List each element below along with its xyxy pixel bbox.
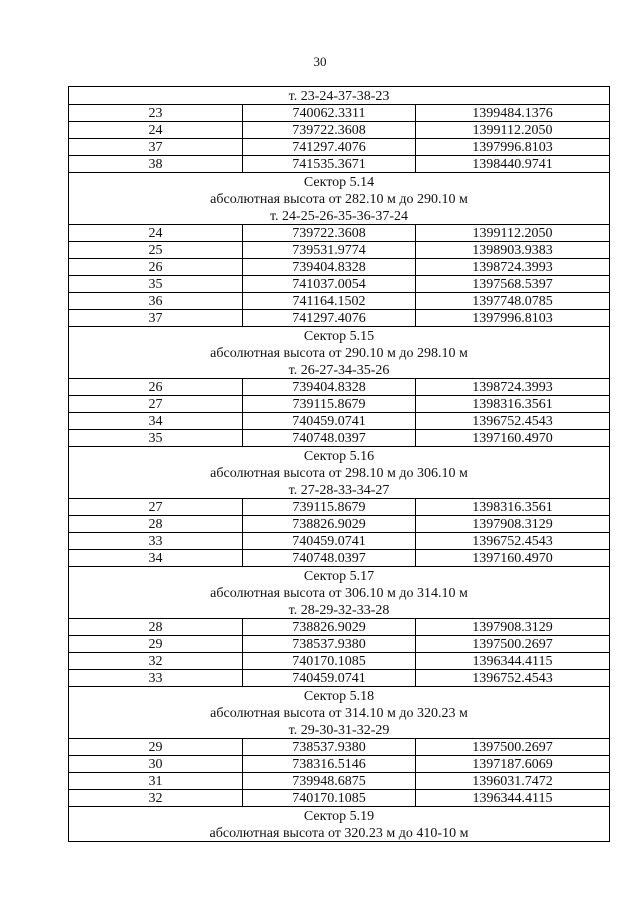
- x-coordinate-cell: 741535.3671: [243, 156, 416, 173]
- table-row: [69, 550, 610, 567]
- table-row: [69, 105, 610, 122]
- y-coordinate-cell: 1397996.8103: [416, 310, 610, 327]
- point-number-cell: 35: [69, 276, 243, 293]
- sector-header-line: абсолютная высота от 290.10 м до 298.10 м: [69, 344, 610, 361]
- point-number-cell: 24: [69, 122, 243, 139]
- sector-header-row: [69, 173, 610, 191]
- y-coordinate-cell: 1397748.0785: [416, 293, 610, 310]
- point-number-cell: 29: [69, 636, 243, 653]
- table-row: [69, 619, 610, 636]
- y-coordinate-cell: 1399484.1376: [416, 105, 610, 122]
- y-coordinate-cell: 1396752.4543: [416, 670, 610, 687]
- point-number-cell: 28: [69, 619, 243, 636]
- sector-header-row: [69, 87, 610, 105]
- x-coordinate-cell: 740459.0741: [243, 533, 416, 550]
- x-coordinate-cell: 739404.8328: [243, 379, 416, 396]
- x-coordinate-cell: 738316.5146: [243, 756, 416, 773]
- x-coordinate-cell: 740062.3311: [243, 105, 416, 122]
- point-number-cell: 32: [69, 790, 243, 807]
- x-coordinate-cell: 740459.0741: [243, 413, 416, 430]
- sector-header-row: [69, 824, 610, 842]
- table-row: [69, 499, 610, 516]
- table-row: [69, 790, 610, 807]
- x-coordinate-cell: 738826.9029: [243, 516, 416, 533]
- table-row: [69, 122, 610, 139]
- sector-header-line: Сектор 5.17: [69, 567, 610, 585]
- y-coordinate-cell: 1397568.5397: [416, 276, 610, 293]
- sector-header-line: абсолютная высота от 298.10 м до 306.10 м: [69, 464, 610, 481]
- sector-header-line: т. 24-25-26-35-36-37-24: [69, 207, 610, 225]
- x-coordinate-cell: 741297.4076: [243, 139, 416, 156]
- table-row: [69, 379, 610, 396]
- sector-header-row: [69, 704, 610, 721]
- sector-header-row: [69, 447, 610, 465]
- table-row: [69, 156, 610, 173]
- sector-header-row: [69, 481, 610, 499]
- point-number-cell: 34: [69, 413, 243, 430]
- table-row: [69, 259, 610, 276]
- x-coordinate-cell: 741164.1502: [243, 293, 416, 310]
- point-number-cell: 35: [69, 430, 243, 447]
- point-number-cell: 28: [69, 516, 243, 533]
- x-coordinate-cell: 739531.9774: [243, 242, 416, 259]
- point-number-cell: 29: [69, 739, 243, 756]
- table-row: [69, 739, 610, 756]
- table-row: [69, 276, 610, 293]
- sector-header-row: [69, 190, 610, 207]
- point-number-cell: 23: [69, 105, 243, 122]
- x-coordinate-cell: 741037.0054: [243, 276, 416, 293]
- sector-header-row: [69, 327, 610, 345]
- x-coordinate-cell: 738537.9380: [243, 636, 416, 653]
- sector-header-row: [69, 687, 610, 705]
- y-coordinate-cell: 1398440.9741: [416, 156, 610, 173]
- sector-header-line: абсолютная высота от 282.10 м до 290.10 м: [69, 190, 610, 207]
- sector-header-row: [69, 567, 610, 585]
- sector-header-line: Сектор 5.14: [69, 173, 610, 191]
- y-coordinate-cell: 1396344.4115: [416, 790, 610, 807]
- x-coordinate-cell: 740748.0397: [243, 550, 416, 567]
- sector-header-row: [69, 584, 610, 601]
- table-body: [69, 87, 610, 842]
- x-coordinate-cell: 739404.8328: [243, 259, 416, 276]
- y-coordinate-cell: 1398316.3561: [416, 499, 610, 516]
- x-coordinate-cell: 739948.6875: [243, 773, 416, 790]
- x-coordinate-cell: 739722.3608: [243, 225, 416, 242]
- sector-header-row: [69, 807, 610, 825]
- sector-header-line: абсолютная высота от 306.10 м до 314.10 м: [69, 584, 610, 601]
- y-coordinate-cell: 1397500.2697: [416, 636, 610, 653]
- x-coordinate-cell: 740459.0741: [243, 670, 416, 687]
- table-row: [69, 773, 610, 790]
- x-coordinate-cell: 739722.3608: [243, 122, 416, 139]
- page-number: 30: [313, 54, 327, 69]
- sector-header-row: [69, 464, 610, 481]
- table-row: [69, 756, 610, 773]
- sector-header-line: т. 27-28-33-34-27: [69, 481, 610, 499]
- point-number-cell: 24: [69, 225, 243, 242]
- table-row: [69, 293, 610, 310]
- sector-header-line: Сектор 5.18: [69, 687, 610, 705]
- table-row: [69, 225, 610, 242]
- table-row: [69, 242, 610, 259]
- table-row: [69, 636, 610, 653]
- point-number-cell: 26: [69, 379, 243, 396]
- y-coordinate-cell: 1397187.6069: [416, 756, 610, 773]
- x-coordinate-cell: 741297.4076: [243, 310, 416, 327]
- point-number-cell: 30: [69, 756, 243, 773]
- y-coordinate-cell: 1399112.2050: [416, 225, 610, 242]
- sector-coordinates-table: [68, 86, 610, 842]
- point-number-cell: 33: [69, 670, 243, 687]
- y-coordinate-cell: 1396752.4543: [416, 533, 610, 550]
- point-number-cell: 38: [69, 156, 243, 173]
- table-row: [69, 396, 610, 413]
- table-row: [69, 310, 610, 327]
- sector-header-line: Сектор 5.15: [69, 327, 610, 345]
- sector-header-line: т. 28-29-32-33-28: [69, 601, 610, 619]
- y-coordinate-cell: 1397908.3129: [416, 619, 610, 636]
- point-number-cell: 27: [69, 499, 243, 516]
- y-coordinate-cell: 1397160.4970: [416, 550, 610, 567]
- point-number-cell: 32: [69, 653, 243, 670]
- y-coordinate-cell: 1396344.4115: [416, 653, 610, 670]
- sector-header-row: [69, 344, 610, 361]
- x-coordinate-cell: 740170.1085: [243, 653, 416, 670]
- x-coordinate-cell: 740748.0397: [243, 430, 416, 447]
- table-row: [69, 516, 610, 533]
- point-number-cell: 34: [69, 550, 243, 567]
- y-coordinate-cell: 1398903.9383: [416, 242, 610, 259]
- point-number-cell: 26: [69, 259, 243, 276]
- point-number-cell: 25: [69, 242, 243, 259]
- sector-header-line: т. 23-24-37-38-23: [69, 87, 610, 105]
- y-coordinate-cell: 1399112.2050: [416, 122, 610, 139]
- point-number-cell: 27: [69, 396, 243, 413]
- y-coordinate-cell: 1397908.3129: [416, 516, 610, 533]
- x-coordinate-cell: 740170.1085: [243, 790, 416, 807]
- x-coordinate-cell: 738537.9380: [243, 739, 416, 756]
- sector-header-line: Сектор 5.16: [69, 447, 610, 465]
- sector-header-row: [69, 721, 610, 739]
- x-coordinate-cell: 738826.9029: [243, 619, 416, 636]
- y-coordinate-cell: 1397160.4970: [416, 430, 610, 447]
- sector-header-line: абсолютная высота от 314.10 м до 320.23 м: [69, 704, 610, 721]
- point-number-cell: 36: [69, 293, 243, 310]
- y-coordinate-cell: 1396752.4543: [416, 413, 610, 430]
- point-number-cell: 37: [69, 139, 243, 156]
- point-number-cell: 37: [69, 310, 243, 327]
- x-coordinate-cell: 739115.8679: [243, 396, 416, 413]
- sector-header-line: абсолютная высота от 320.23 м до 410-10 м: [69, 824, 610, 842]
- y-coordinate-cell: 1398724.3993: [416, 259, 610, 276]
- table-row: [69, 670, 610, 687]
- sector-header-line: Сектор 5.19: [69, 807, 610, 825]
- table-row: [69, 653, 610, 670]
- point-number-cell: 31: [69, 773, 243, 790]
- y-coordinate-cell: 1398316.3561: [416, 396, 610, 413]
- table-row: [69, 139, 610, 156]
- y-coordinate-cell: 1396031.7472: [416, 773, 610, 790]
- sector-header-line: т. 26-27-34-35-26: [69, 361, 610, 379]
- y-coordinate-cell: 1397500.2697: [416, 739, 610, 756]
- table-row: [69, 413, 610, 430]
- y-coordinate-cell: 1397996.8103: [416, 139, 610, 156]
- x-coordinate-cell: 739115.8679: [243, 499, 416, 516]
- sector-header-row: [69, 207, 610, 225]
- y-coordinate-cell: 1398724.3993: [416, 379, 610, 396]
- sector-header-line: т. 29-30-31-32-29: [69, 721, 610, 739]
- table-row: [69, 533, 610, 550]
- table-row: [69, 430, 610, 447]
- sector-header-row: [69, 601, 610, 619]
- point-number-cell: 33: [69, 533, 243, 550]
- sector-header-row: [69, 361, 610, 379]
